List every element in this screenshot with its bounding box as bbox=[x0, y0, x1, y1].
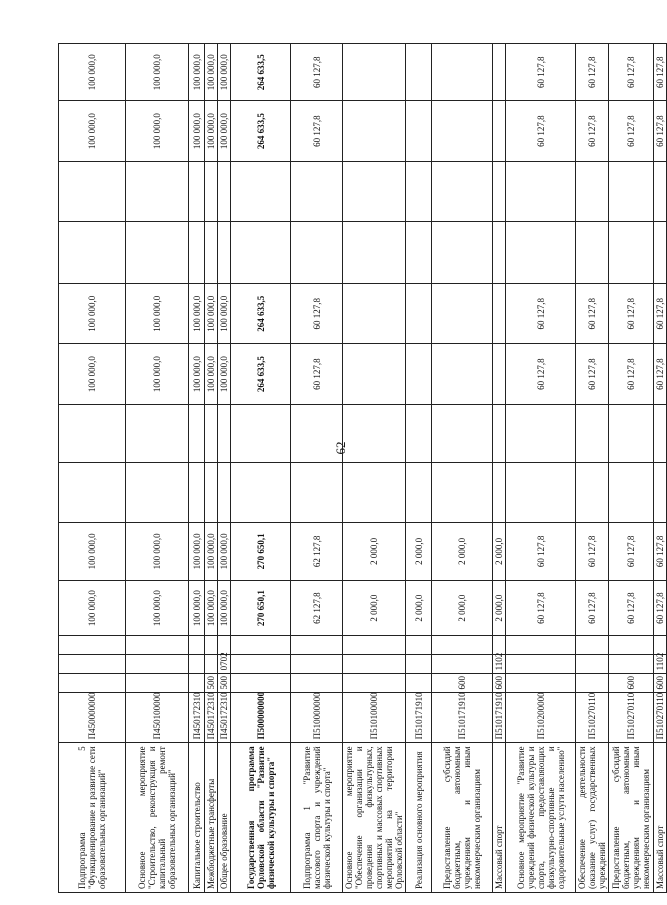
amount-7-cell bbox=[609, 222, 654, 284]
table-row bbox=[189, 44, 205, 893]
amount-4-cell bbox=[493, 404, 506, 462]
amount-10-cell bbox=[343, 44, 406, 101]
row-name-cell: Подпрограмма 5 "Функционирование и развитие сети образовательных организаций" bbox=[59, 743, 126, 893]
amount-9-cell: 60 127,8 bbox=[576, 101, 609, 161]
expense-type-cell bbox=[126, 674, 189, 693]
extra-code-cell bbox=[506, 636, 576, 655]
table-row bbox=[506, 44, 576, 893]
target-code-cell: П510171910 bbox=[493, 693, 506, 743]
amount-5-cell: 60 127,8 bbox=[609, 344, 654, 404]
section-code-cell bbox=[576, 655, 609, 674]
expense-type-cell: 500 bbox=[205, 674, 218, 693]
section-code-cell bbox=[189, 655, 205, 674]
amount-6-cell: 100 000,0 bbox=[126, 283, 189, 343]
amount-10-cell: 100 000,0 bbox=[189, 44, 205, 101]
amount-5-cell bbox=[432, 344, 493, 404]
amount-8-cell bbox=[59, 161, 126, 221]
amount-3-cell bbox=[231, 463, 291, 522]
amount-4-cell bbox=[218, 404, 231, 462]
amount-2-cell: 100 000,0 bbox=[189, 522, 205, 580]
expense-type-cell: 600 bbox=[432, 674, 493, 693]
amount-9-cell: 100 000,0 bbox=[59, 101, 126, 161]
amount-6-cell: 60 127,8 bbox=[576, 283, 609, 343]
row-name-cell: Подпрограмма 1 "Развитие массового спорта и учреждений физической культуры и спорта" bbox=[291, 743, 343, 893]
amount-8-cell bbox=[343, 161, 406, 221]
amount-10-cell: 264 633,5 bbox=[231, 44, 291, 101]
table-row bbox=[291, 44, 343, 893]
amount-2-cell: 2 000,0 bbox=[343, 522, 406, 580]
amount-1-cell: 100 000,0 bbox=[189, 581, 205, 636]
amount-9-cell: 60 127,8 bbox=[291, 101, 343, 161]
amount-3-cell bbox=[189, 463, 205, 522]
amount-4-cell bbox=[205, 404, 218, 462]
amount-3-cell bbox=[576, 463, 609, 522]
section-code-cell bbox=[59, 655, 126, 674]
amount-9-cell: 60 127,8 bbox=[609, 101, 654, 161]
table-row bbox=[406, 44, 432, 893]
amount-10-cell bbox=[406, 44, 432, 101]
table-row bbox=[432, 44, 493, 893]
amount-3-cell bbox=[205, 463, 218, 522]
amount-5-cell: 100 000,0 bbox=[189, 344, 205, 404]
amount-3-cell bbox=[59, 463, 126, 522]
amount-1-cell: 2 000,0 bbox=[343, 581, 406, 636]
row-name-cell: Массовый спорт bbox=[654, 743, 667, 893]
amount-3-cell bbox=[218, 463, 231, 522]
amount-7-cell bbox=[506, 222, 576, 284]
amount-7-cell bbox=[654, 222, 667, 284]
extra-code-cell bbox=[432, 636, 493, 655]
table-row bbox=[126, 44, 189, 893]
amount-1-cell: 100 000,0 bbox=[59, 581, 126, 636]
target-code-cell: П510000000 bbox=[291, 693, 343, 743]
amount-4-cell bbox=[609, 404, 654, 462]
amount-10-cell: 60 127,8 bbox=[506, 44, 576, 101]
amount-4-cell bbox=[406, 404, 432, 462]
amount-6-cell: 100 000,0 bbox=[59, 283, 126, 343]
amount-6-cell bbox=[406, 283, 432, 343]
amount-3-cell bbox=[291, 463, 343, 522]
amount-7-cell bbox=[406, 222, 432, 284]
amount-3-cell bbox=[432, 463, 493, 522]
amount-6-cell bbox=[432, 283, 493, 343]
expense-type-cell: 600 bbox=[654, 674, 667, 693]
amount-1-cell: 60 127,8 bbox=[654, 581, 667, 636]
target-code-cell: П450000000 bbox=[59, 693, 126, 743]
table-row bbox=[609, 44, 654, 893]
amount-8-cell bbox=[126, 161, 189, 221]
amount-5-cell bbox=[406, 344, 432, 404]
row-name-cell: Государственная программа Орловской области "Развитие физической культуры и спорта" bbox=[231, 743, 291, 893]
amount-4-cell bbox=[189, 404, 205, 462]
page-number: 62 bbox=[333, 441, 348, 455]
amount-1-cell: 62 127,8 bbox=[291, 581, 343, 636]
amount-7-cell bbox=[59, 222, 126, 284]
extra-code-cell bbox=[231, 636, 291, 655]
amount-8-cell bbox=[506, 161, 576, 221]
amount-1-cell: 270 650,1 bbox=[231, 581, 291, 636]
amount-4-cell bbox=[432, 404, 493, 462]
amount-1-cell: 100 000,0 bbox=[218, 581, 231, 636]
target-code-cell: П450172310 bbox=[205, 693, 218, 743]
amount-9-cell bbox=[493, 101, 506, 161]
amount-2-cell: 62 127,8 bbox=[291, 522, 343, 580]
amount-4-cell bbox=[506, 404, 576, 462]
amount-9-cell: 100 000,0 bbox=[218, 101, 231, 161]
target-code-cell: П510200000 bbox=[506, 693, 576, 743]
amount-10-cell: 100 000,0 bbox=[59, 44, 126, 101]
target-code-cell: П450100000 bbox=[126, 693, 189, 743]
extra-code-cell bbox=[59, 636, 126, 655]
amount-10-cell: 60 127,8 bbox=[576, 44, 609, 101]
amount-8-cell bbox=[291, 161, 343, 221]
amount-1-cell: 60 127,8 bbox=[506, 581, 576, 636]
amount-2-cell: 2 000,0 bbox=[406, 522, 432, 580]
amount-2-cell: 60 127,8 bbox=[654, 522, 667, 580]
section-code-cell: 1102 bbox=[654, 655, 667, 674]
expense-type-cell bbox=[59, 674, 126, 693]
amount-8-cell bbox=[189, 161, 205, 221]
expense-type-cell bbox=[576, 674, 609, 693]
amount-2-cell: 2 000,0 bbox=[493, 522, 506, 580]
row-name-cell: Предоставление субсидий бюджетным, автономным учреждениям и иным некоммерческим организациям bbox=[609, 743, 654, 893]
amount-8-cell bbox=[231, 161, 291, 221]
amount-9-cell: 264 633,5 bbox=[231, 101, 291, 161]
amount-9-cell: 60 127,8 bbox=[506, 101, 576, 161]
amount-2-cell: 60 127,8 bbox=[576, 522, 609, 580]
amount-5-cell: 60 127,8 bbox=[576, 344, 609, 404]
amount-3-cell bbox=[654, 463, 667, 522]
amount-10-cell bbox=[432, 44, 493, 101]
amount-9-cell bbox=[343, 101, 406, 161]
amount-5-cell: 100 000,0 bbox=[126, 344, 189, 404]
amount-2-cell: 100 000,0 bbox=[205, 522, 218, 580]
amount-5-cell: 264 633,5 bbox=[231, 344, 291, 404]
section-code-cell bbox=[205, 655, 218, 674]
section-code-cell bbox=[343, 655, 406, 674]
row-name-cell: Капитальное строительство bbox=[189, 743, 205, 893]
amount-6-cell bbox=[493, 283, 506, 343]
amount-5-cell: 100 000,0 bbox=[205, 344, 218, 404]
amount-8-cell bbox=[609, 161, 654, 221]
amount-6-cell: 100 000,0 bbox=[205, 283, 218, 343]
extra-code-cell bbox=[576, 636, 609, 655]
amount-4-cell bbox=[291, 404, 343, 462]
amount-8-cell bbox=[576, 161, 609, 221]
target-code-cell: П450172310 bbox=[189, 693, 205, 743]
section-code-cell bbox=[126, 655, 189, 674]
amount-4-cell bbox=[654, 404, 667, 462]
section-code-cell bbox=[291, 655, 343, 674]
amount-6-cell: 60 127,8 bbox=[609, 283, 654, 343]
amount-4-cell bbox=[59, 404, 126, 462]
amount-10-cell bbox=[493, 44, 506, 101]
amount-7-cell bbox=[493, 222, 506, 284]
table-row bbox=[59, 44, 126, 893]
amount-10-cell: 100 000,0 bbox=[218, 44, 231, 101]
expense-type-cell: 500 bbox=[218, 674, 231, 693]
amount-6-cell: 100 000,0 bbox=[189, 283, 205, 343]
amount-5-cell: 60 127,8 bbox=[654, 344, 667, 404]
expense-type-cell bbox=[231, 674, 291, 693]
amount-2-cell: 100 000,0 bbox=[59, 522, 126, 580]
amount-4-cell bbox=[343, 404, 406, 462]
amount-1-cell: 60 127,8 bbox=[576, 581, 609, 636]
amount-3-cell bbox=[126, 463, 189, 522]
target-code-cell: П510270110 bbox=[576, 693, 609, 743]
amount-1-cell: 2 000,0 bbox=[432, 581, 493, 636]
section-code-cell: 1102 bbox=[493, 655, 506, 674]
extra-code-cell bbox=[126, 636, 189, 655]
amount-9-cell: 60 127,8 bbox=[654, 101, 667, 161]
target-code-cell: П500000000 bbox=[231, 693, 291, 743]
expense-type-cell bbox=[189, 674, 205, 693]
amount-2-cell: 100 000,0 bbox=[218, 522, 231, 580]
amount-7-cell bbox=[343, 222, 406, 284]
table-row bbox=[218, 44, 231, 893]
row-name-cell: Общее образование bbox=[218, 743, 231, 893]
amount-6-cell: 100 000,0 bbox=[218, 283, 231, 343]
target-code-cell: П510171910 bbox=[406, 693, 432, 743]
expense-type-cell bbox=[506, 674, 576, 693]
extra-code-cell bbox=[406, 636, 432, 655]
amount-7-cell bbox=[189, 222, 205, 284]
target-code-cell: П450172310 bbox=[218, 693, 231, 743]
expense-type-cell bbox=[291, 674, 343, 693]
section-code-cell bbox=[231, 655, 291, 674]
amount-6-cell: 60 127,8 bbox=[506, 283, 576, 343]
amount-8-cell bbox=[432, 161, 493, 221]
row-name-cell: Обеспечение деятельности (оказание услуг) государственных учреждений bbox=[576, 743, 609, 893]
row-name-cell: Основное мероприятие "Развитие учреждений физической культуры и спорта, предоставляющих физкультурно-спортивные и оздоровительные услуги населению" bbox=[506, 743, 576, 893]
amount-8-cell bbox=[406, 161, 432, 221]
amount-10-cell: 60 127,8 bbox=[609, 44, 654, 101]
amount-2-cell: 60 127,8 bbox=[609, 522, 654, 580]
amount-1-cell: 2 000,0 bbox=[406, 581, 432, 636]
row-name-cell: Основное мероприятие "Обеспечение организации и проведения физкультурных, спортивных и массовых спортивных мероприятий на территории Орловской области" bbox=[343, 743, 406, 893]
target-code-cell: П510171910 bbox=[432, 693, 493, 743]
table-row bbox=[493, 44, 506, 893]
table-row bbox=[576, 44, 609, 893]
amount-9-cell: 100 000,0 bbox=[126, 101, 189, 161]
extra-code-cell bbox=[291, 636, 343, 655]
row-name-cell: Массовый спорт bbox=[493, 743, 506, 893]
expense-type-cell: 600 bbox=[493, 674, 506, 693]
amount-5-cell bbox=[493, 344, 506, 404]
extra-code-cell bbox=[343, 636, 406, 655]
amount-9-cell bbox=[406, 101, 432, 161]
amount-3-cell bbox=[493, 463, 506, 522]
table-row bbox=[654, 44, 667, 893]
amount-10-cell: 60 127,8 bbox=[654, 44, 667, 101]
amount-5-cell: 100 000,0 bbox=[59, 344, 126, 404]
amount-3-cell bbox=[609, 463, 654, 522]
amount-2-cell: 270 650,1 bbox=[231, 522, 291, 580]
amount-3-cell bbox=[343, 463, 406, 522]
amount-1-cell: 100 000,0 bbox=[205, 581, 218, 636]
amount-1-cell: 100 000,0 bbox=[126, 581, 189, 636]
amount-6-cell: 60 127,8 bbox=[291, 283, 343, 343]
amount-7-cell bbox=[231, 222, 291, 284]
table-row bbox=[343, 44, 406, 893]
extra-code-cell bbox=[609, 636, 654, 655]
amount-1-cell: 60 127,8 bbox=[609, 581, 654, 636]
amount-8-cell bbox=[218, 161, 231, 221]
amount-5-cell: 100 000,0 bbox=[218, 344, 231, 404]
amount-6-cell: 60 127,8 bbox=[654, 283, 667, 343]
amount-4-cell bbox=[231, 404, 291, 462]
table-row bbox=[205, 44, 218, 893]
extra-code-cell bbox=[189, 636, 205, 655]
amount-10-cell: 100 000,0 bbox=[126, 44, 189, 101]
amount-5-cell: 60 127,8 bbox=[506, 344, 576, 404]
amount-9-cell bbox=[432, 101, 493, 161]
amount-4-cell bbox=[576, 404, 609, 462]
amount-4-cell bbox=[126, 404, 189, 462]
amount-1-cell: 2 000,0 bbox=[493, 581, 506, 636]
amount-9-cell: 100 000,0 bbox=[205, 101, 218, 161]
amount-9-cell: 100 000,0 bbox=[189, 101, 205, 161]
budget-table bbox=[58, 43, 667, 893]
table-body bbox=[59, 44, 667, 893]
amount-2-cell: 60 127,8 bbox=[506, 522, 576, 580]
section-code-cell bbox=[432, 655, 493, 674]
section-code-cell bbox=[609, 655, 654, 674]
target-code-cell: П510270110 bbox=[654, 693, 667, 743]
amount-8-cell bbox=[205, 161, 218, 221]
amount-3-cell bbox=[506, 463, 576, 522]
amount-6-cell bbox=[343, 283, 406, 343]
amount-10-cell: 60 127,8 bbox=[291, 44, 343, 101]
amount-5-cell: 60 127,8 bbox=[291, 344, 343, 404]
amount-8-cell bbox=[493, 161, 506, 221]
target-code-cell: П510270110 bbox=[609, 693, 654, 743]
rotated-table-container bbox=[58, 43, 665, 893]
row-name-cell: Реализация основного мероприятия bbox=[406, 743, 432, 893]
section-code-cell bbox=[506, 655, 576, 674]
amount-7-cell bbox=[291, 222, 343, 284]
target-code-cell: П510100000 bbox=[343, 693, 406, 743]
amount-7-cell bbox=[205, 222, 218, 284]
expense-type-cell bbox=[406, 674, 432, 693]
row-name-cell: Предоставление субсидий бюджетным, автономным учреждениям и иным некоммерческим организациям bbox=[432, 743, 493, 893]
amount-2-cell: 2 000,0 bbox=[432, 522, 493, 580]
amount-8-cell bbox=[654, 161, 667, 221]
expense-type-cell: 600 bbox=[609, 674, 654, 693]
section-code-cell: 0702 bbox=[218, 655, 231, 674]
table-row bbox=[231, 44, 291, 893]
expense-type-cell bbox=[343, 674, 406, 693]
amount-5-cell bbox=[343, 344, 406, 404]
row-name-cell: Основное мероприятие "Строительство, реконструкция и капитальный ремонт образовательных организаций" bbox=[126, 743, 189, 893]
amount-7-cell bbox=[218, 222, 231, 284]
amount-7-cell bbox=[126, 222, 189, 284]
section-code-cell bbox=[406, 655, 432, 674]
amount-2-cell: 100 000,0 bbox=[126, 522, 189, 580]
amount-3-cell bbox=[406, 463, 432, 522]
extra-code-cell bbox=[205, 636, 218, 655]
amount-7-cell bbox=[432, 222, 493, 284]
amount-6-cell: 264 633,5 bbox=[231, 283, 291, 343]
amount-10-cell: 100 000,0 bbox=[205, 44, 218, 101]
amount-7-cell bbox=[576, 222, 609, 284]
row-name-cell: Межбюджетные трансферты bbox=[205, 743, 218, 893]
